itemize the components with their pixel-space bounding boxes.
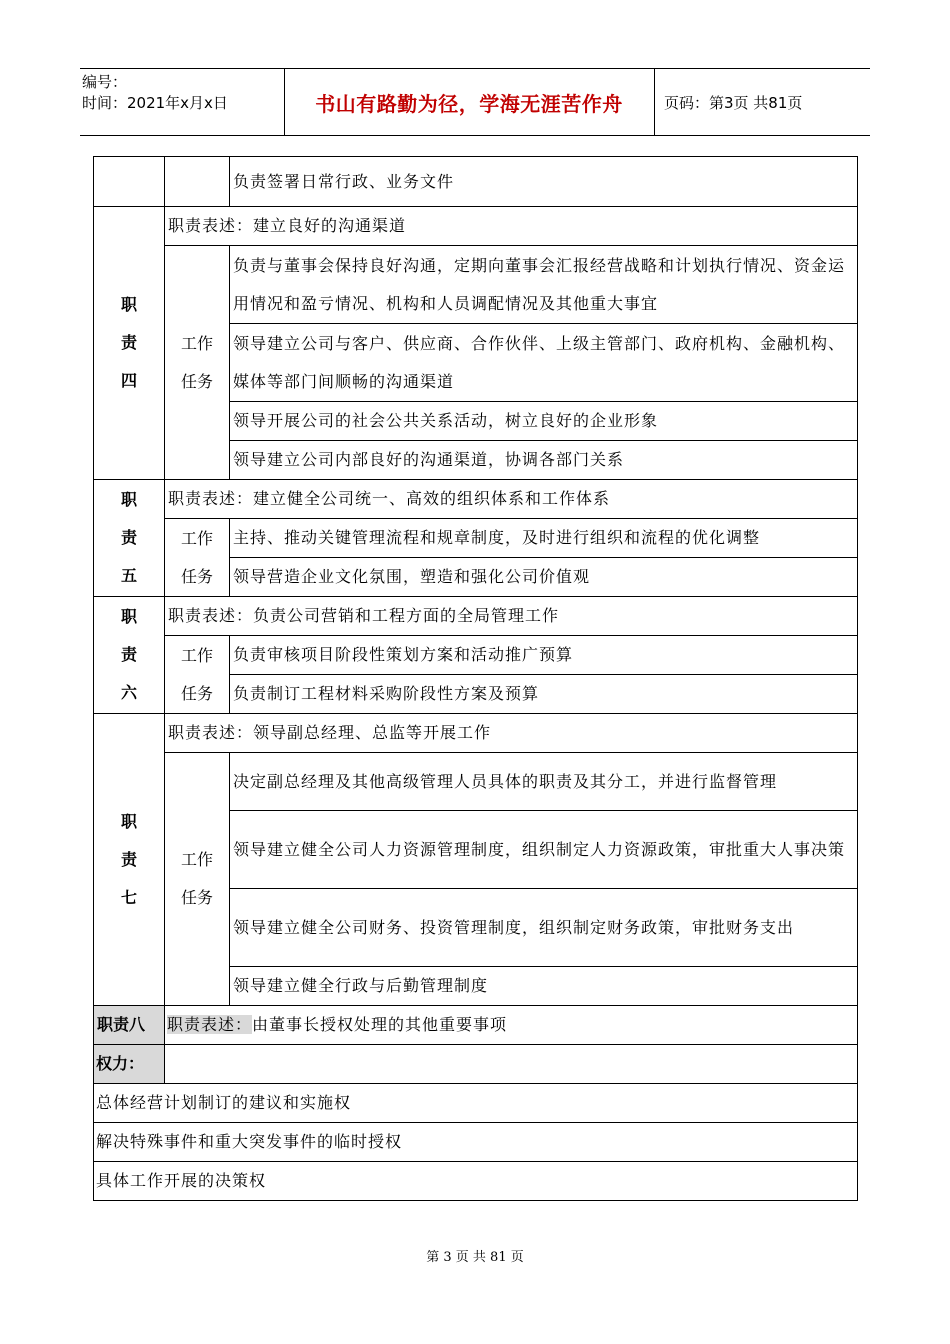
header-page-info: 页码：第3页 共81页 [664,93,803,112]
table-row [94,1162,858,1201]
duty5-label: 职 责 五 [94,480,165,597]
duty6-desc: 职责表述：负责公司营销和工程方面的全局管理工作 [165,597,858,636]
task-text: 领导建立公司内部良好的沟通渠道，协调各部门关系 [230,441,858,480]
task-text: 负责与董事会保持良好沟通，定期向董事会汇报经营战略和计划执行情况、资金运用情况和盈亏情况、机构和人员调配情况及其他重大事宜 [230,246,858,324]
duty7-label: 职 责 七 [94,714,165,1006]
table-row [94,480,858,519]
task-text: 决定副总经理及其他高级管理人员具体的职责及其分工，并进行监督管理 [230,753,858,811]
table-row [94,636,858,675]
task-text: 领导营造企业文化氛围，塑造和强化公司价值观 [230,558,858,597]
task-text: 负责审核项目阶段性策划方案和活动推广预算 [230,636,858,675]
task-text: 领导建立公司与客户、供应商、合作伙伴、上级主管部门、政府机构、金融机构、媒体等部门间顺畅的沟通渠道 [230,324,858,402]
empty-cell [165,157,230,207]
power-item: 总体经营计划制订的建议和实施权 [94,1084,858,1123]
page-header [80,68,870,136]
power-title: 权力： [94,1045,165,1084]
table-row [94,1084,858,1123]
duty4-desc: 职责表述：建立良好的沟通渠道 [165,207,858,246]
duty-table [93,156,858,1201]
duty8-desc-prefix: 职责表述： [167,1015,253,1034]
table-row [94,753,858,811]
task-label: 工作 任务 [165,246,230,480]
task-text: 负责制订工程材料采购阶段性方案及预算 [230,675,858,714]
header-motto: 书山有路勤为径，学海无涯苦作舟 [315,91,623,116]
table-row [94,246,858,324]
task-text: 主持、推动关键管理流程和规章制度，及时进行组织和流程的优化调整 [230,519,858,558]
duty6-label: 职 责 六 [94,597,165,714]
table-row [94,597,858,636]
duty7-desc: 职责表述：领导副总经理、总监等开展工作 [165,714,858,753]
power-item: 解决特殊事件和重大突发事件的临时授权 [94,1123,858,1162]
duty8-label: 职责八 [94,1006,165,1045]
table-row [94,157,858,207]
header-divider [654,69,655,135]
task-text: 领导建立健全公司人力资源管理制度，组织制定人力资源政策，审批重大人事决策 [230,811,858,889]
table-row [94,519,858,558]
empty-cell [165,1045,858,1084]
number-label: 编号： [82,73,128,91]
task-label: 工作 任务 [165,519,230,597]
duty4-label: 职 责 四 [94,207,165,480]
time-label: 时间：2021年x月x日 [82,94,228,112]
table-row [94,1045,858,1084]
duty8-desc [165,1006,858,1045]
table-row [94,1006,858,1045]
header-meta [82,72,282,114]
power-item: 具体工作开展的决策权 [94,1162,858,1201]
task-label: 工作 任务 [165,636,230,714]
task-text: 领导建立健全行政与后勤管理制度 [230,967,858,1006]
table-row [94,207,858,246]
table-row [94,1123,858,1162]
task-text: 领导建立健全公司财务、投资管理制度，组织制定财务政策，审批财务支出 [230,889,858,967]
page-footer: 第 3 页 共 81 页 [426,1250,524,1265]
duty5-desc: 职责表述：建立健全公司统一、高效的组织体系和工作体系 [165,480,858,519]
empty-cell [94,157,165,207]
table-row [94,714,858,753]
task-text: 领导开展公司的社会公共关系活动，树立良好的企业形象 [230,402,858,441]
task-label: 工作 任务 [165,753,230,1006]
duty8-desc-text: 由董事长授权处理的其他重要事项 [252,1015,508,1034]
task-text: 负责签署日常行政、业务文件 [230,157,858,207]
